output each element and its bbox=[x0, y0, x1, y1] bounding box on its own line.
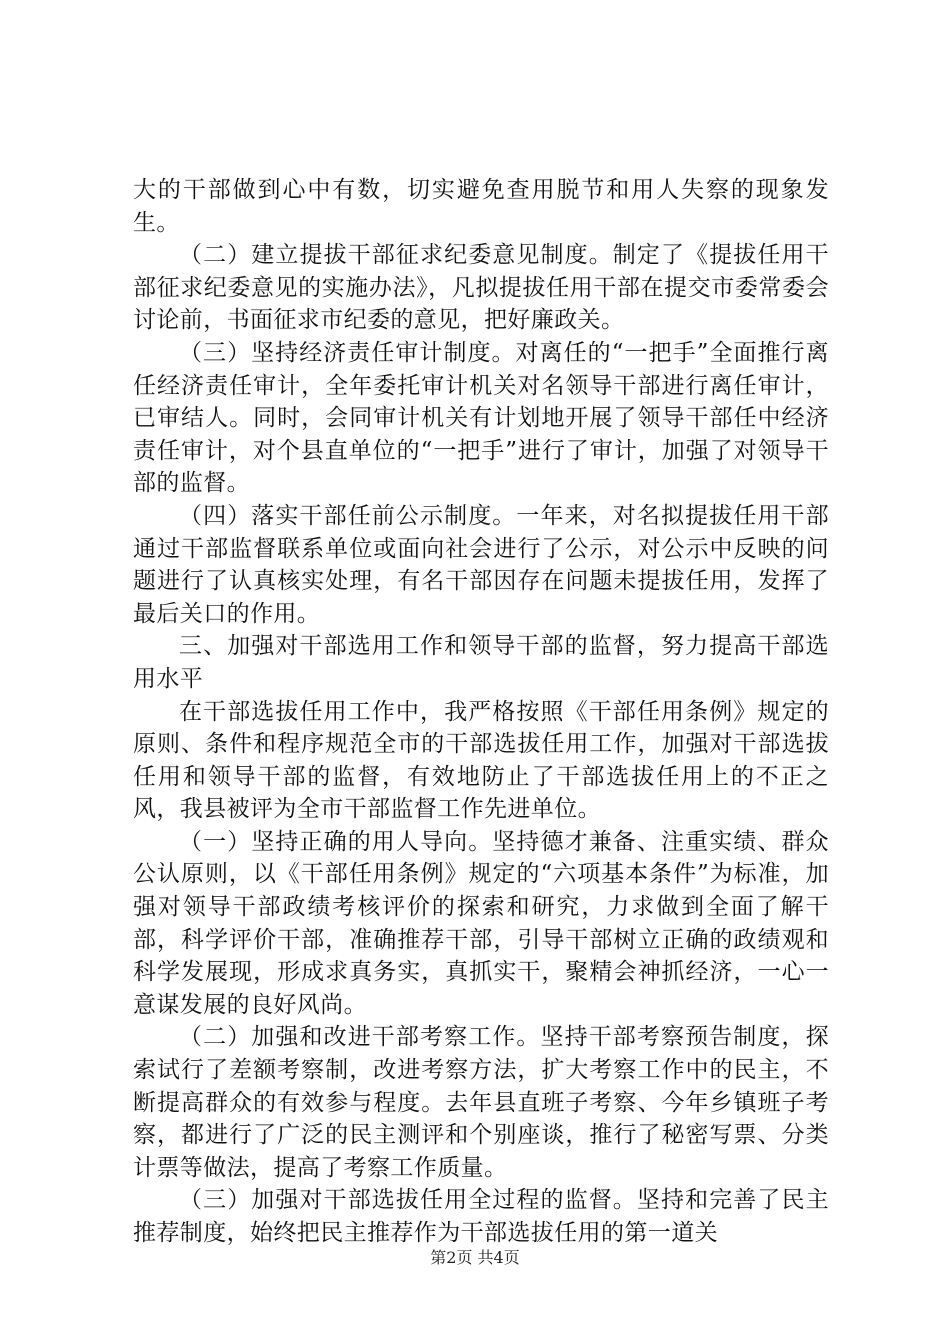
paragraph-item-3-2: （二）加强和改进干部考察工作。坚持干部考察预告制度，探索试行了差额考察制，改进考察方法，扩大考察工作中的民主，不断提高群众的有效参与程度。去年县直班子考察、今年乡镇班子考察，都进行了广泛的民主测评和个别座谈，推行了秘密写票、分类计票等做法，提高了考察工作质量。 bbox=[133, 1024, 829, 1181]
paragraph-item-3-3: （三）加强对干部选拔任用全过程的监督。坚持和完善了民主推荐制度，始终把民主推荐作为干部选拔任用的第一道关 bbox=[133, 1187, 829, 1246]
paragraph-item-2-4: （四）落实干部任前公示制度。一年来，对名拟提拔任用干部通过干部监督联系单位或面向社会进行了公示，对公示中反映的问题进行了认真核实处理，有名干部因存在问题未提拔任用，发挥了最后关口的作用。 bbox=[133, 502, 829, 627]
section-heading-3: 三、加强对干部选用工作和领导干部的监督，努力提高干部选用水平 bbox=[133, 633, 829, 692]
document-body bbox=[133, 174, 829, 1250]
paragraph-item-2-2: （二）建立提拔干部征求纪委意见制度。制定了《提拔任用干部征求纪委意见的实施办法》，凡拟提拔任用干部在提交市委常委会讨论前，书面征求市纪委的意见，把好廉政关。 bbox=[133, 242, 829, 334]
paragraph-continuation: 大的干部做到心中有数，切实避免查用脱节和用人失察的现象发生。 bbox=[133, 177, 829, 236]
paragraph-item-3-1: （一）坚持正确的用人导向。坚持德才兼备、注重实绩、群众公认原则，以《干部任用条例》规定的“六项基本条件”为标准，加强对领导干部政绩考核评价的探索和研究，力求做到全面了解干部，科学评价干部，准确推荐干部，引导干部树立正确的政绩观和科学发展现，形成求真务实，真抓实干，聚精会神抓经济，一心一意谋发展的良好风尚。 bbox=[133, 828, 829, 1018]
page-footer: 第2页 共4页 bbox=[430, 1248, 520, 1267]
paragraph-item-2-3: （三）坚持经济责任审计制度。对离任的“一把手”全面推行离任经济责任审计，全年委托审计机关对名领导干部进行离任审计，已审结人。同时，会同审计机关有计划地开展了领导干部任中经济责任审计，对个县直单位的“一把手”进行了审计，加强了对领导干部的监督。 bbox=[133, 339, 829, 497]
paragraph-section-3-intro: 在干部选拔任用工作中，我严格按照《干部任用条例》规定的原则、条件和程序规范全市的干部选拔任用工作，加强对干部选拔任用和领导干部的监督，有效地防止了干部选拔任用上的不正之风，我县被评为全市干部监督工作先进单位。 bbox=[133, 698, 829, 823]
